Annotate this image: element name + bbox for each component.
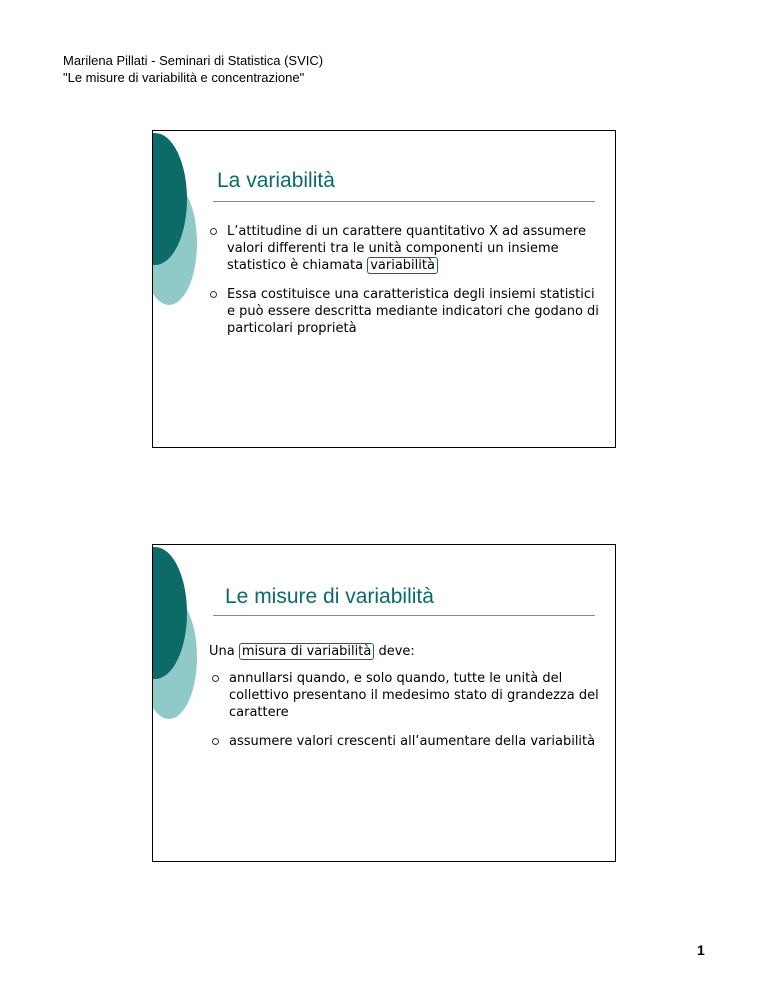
title-divider <box>213 201 595 202</box>
bullet-circle-icon <box>212 738 219 745</box>
bullet-item <box>207 223 599 274</box>
intro-line <box>209 643 599 660</box>
slide-body <box>207 223 599 349</box>
slide-title: Le misure di variabilità <box>225 585 434 608</box>
document-header <box>63 52 323 86</box>
slide-1 <box>152 130 616 448</box>
bullet-item <box>207 286 599 337</box>
bullet-circle-icon <box>210 228 217 235</box>
title-divider <box>213 615 595 616</box>
slide-decoration <box>153 131 213 447</box>
header-line-1: Marilena Pillati - Seminari di Statistica (SVIC) <box>63 53 324 68</box>
intro-suffix: deve: <box>378 644 415 659</box>
bullet-item <box>209 733 599 750</box>
bullet-text: annullarsi quando, e solo quando, tutte le unità del collettivo presentano il medesimo stato di grandezza del carattere <box>229 671 599 720</box>
bullet-text: L’attitudine di un carattere quantitativo X ad assumere valori differenti tra le unità componenti un insieme statistico è chiamata <box>227 224 586 273</box>
header-line-2: "Le misure di variabilità e concentrazione" <box>63 70 305 85</box>
intro-prefix: Una <box>209 644 235 659</box>
slide-decoration <box>153 545 213 861</box>
bullet-text: assumere valori crescenti all’aumentare della variabilità <box>229 734 596 749</box>
highlighted-term: misura di variabilità <box>239 643 374 660</box>
bullet-text: Essa costituisce una caratteristica degli insiemi statistici e può essere descritta mediante indicatori che godano di particolari proprietà <box>227 287 599 336</box>
bullet-circle-icon <box>210 291 217 298</box>
highlighted-term: variabilità <box>367 257 438 274</box>
slide-body <box>209 643 599 762</box>
page-number: 1 <box>697 942 705 958</box>
slide-title: La variabilità <box>217 169 335 192</box>
bullet-circle-icon <box>212 675 219 682</box>
bullet-item <box>209 670 599 721</box>
slide-2 <box>152 544 616 862</box>
